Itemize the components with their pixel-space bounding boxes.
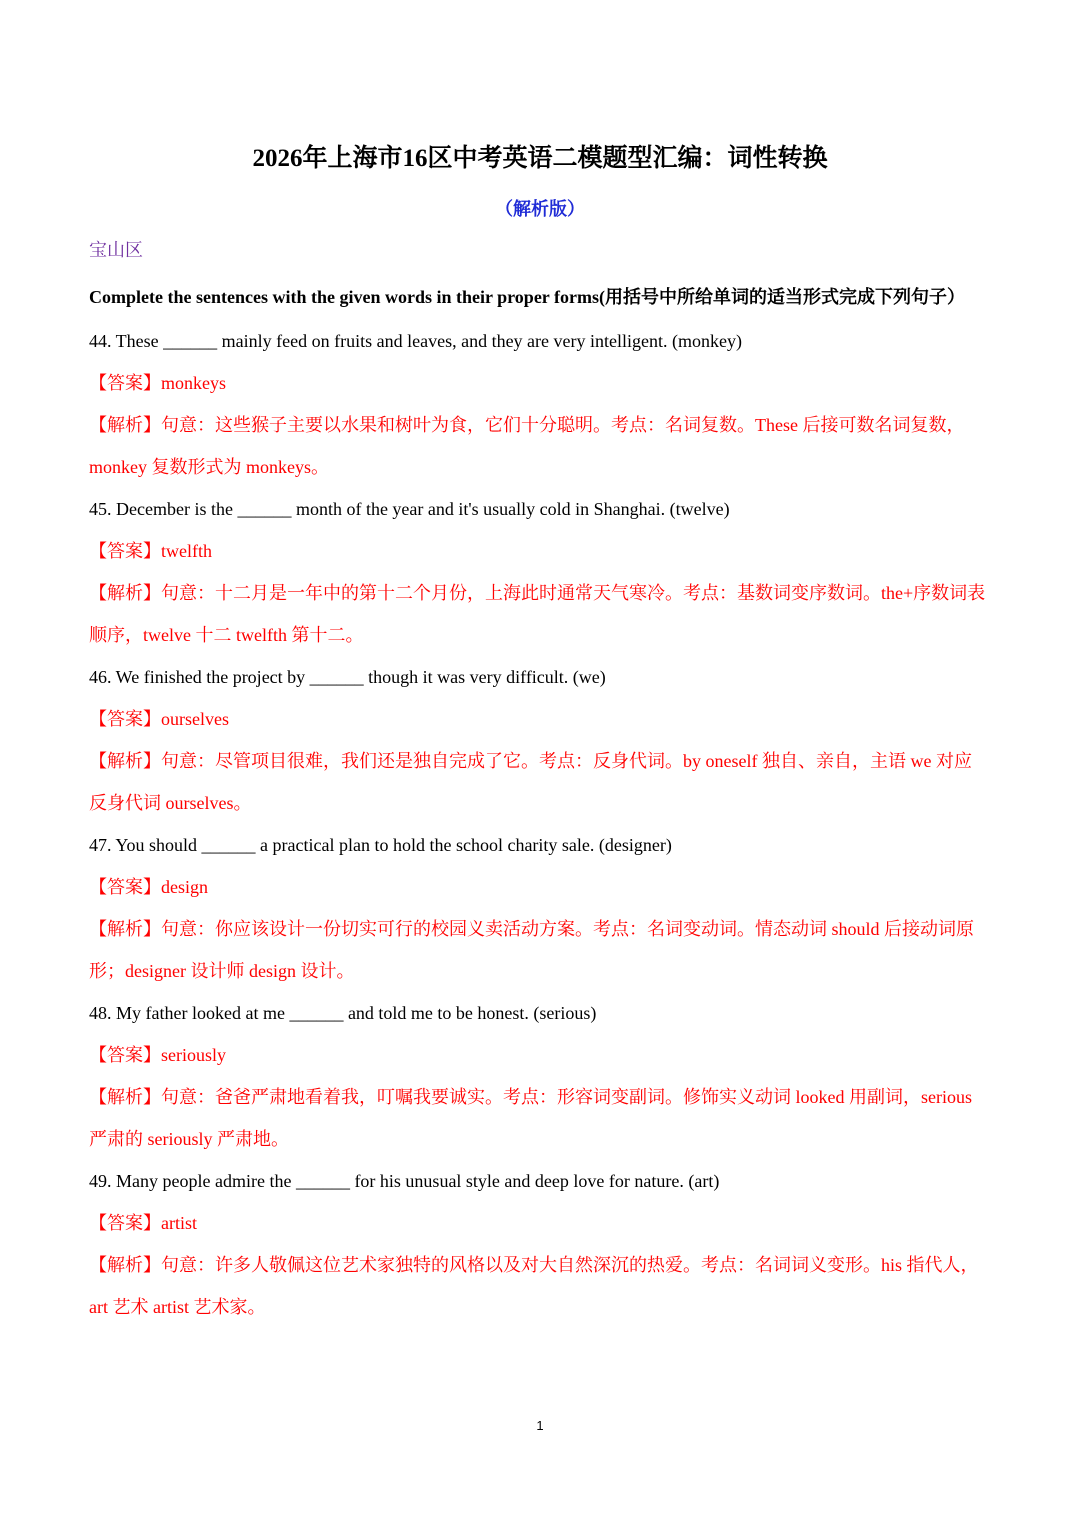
answer-text: 【答案】seriously xyxy=(89,1045,226,1065)
question-text: 48. My father looked at me ______ and told me to be honest. (serious) xyxy=(89,1003,597,1023)
analysis-text: 【解析】句意：这些猴子主要以水果和树叶为食，它们十分聪明。考点：名词复数。These 后接可数名词复数，monkey 复数形式为 monkeys。 xyxy=(89,415,965,477)
analysis-text: 【解析】句意：爸爸严肃地看着我，叮嘱我要诚实。考点：形容词变副词。修饰实义动词 looked 用副词，serious 严肃的 seriously 严肃地。 xyxy=(89,1087,972,1149)
page-subtitle: （解析版） xyxy=(495,199,585,219)
page-title: 2026年上海市16区中考英语二模题型汇编：词性转换 xyxy=(252,145,828,172)
answer-text: 【答案】ourselves xyxy=(89,709,229,729)
district-heading: 宝山区 xyxy=(89,240,143,260)
question-text: 44. These ______ mainly feed on fruits and leaves, and they are very intelligent. (monkey) xyxy=(89,331,742,351)
question-text: 46. We finished the project by ______ though it was very difficult. (we) xyxy=(89,667,606,687)
analysis-text: 【解析】句意：十二月是一年中的第十二个月份，上海此时通常天气寒冷。考点：基数词变序数词。the+序数词表顺序，twelve 十二 twelfth 第十二。 xyxy=(89,583,986,645)
page-number: 1 xyxy=(536,1418,544,1433)
analysis-text: 【解析】句意：尽管项目很难，我们还是独自完成了它。考点：反身代词。by oneself 独自、亲自，主语 we 对应反身代词 ourselves。 xyxy=(89,751,972,813)
content-body xyxy=(89,234,989,1328)
question-text: 45. December is the ______ month of the year and it's usually cold in Shanghai. (twelve) xyxy=(89,499,730,519)
question-block-44 xyxy=(89,320,989,488)
analysis-text: 【解析】句意：你应该设计一份切实可行的校园义卖活动方案。考点：名词变动词。情态动词 should 后接动词原形；designer 设计师 design 设计。 xyxy=(89,919,975,981)
answer-text: 【答案】monkeys xyxy=(89,373,226,393)
answer-text: 【答案】artist xyxy=(89,1213,197,1233)
answer-text: 【答案】twelfth xyxy=(89,541,212,561)
answer-text: 【答案】design xyxy=(89,877,208,897)
question-text: 47. You should ______ a practical plan to hold the school charity sale. (designer) xyxy=(89,835,672,855)
section-instructions: Complete the sentences with the given words in their proper forms(用括号中所给单词的适当形式完成下列句子） xyxy=(89,287,965,307)
question-block-49 xyxy=(89,1160,989,1328)
question-block-47 xyxy=(89,824,989,992)
question-block-45 xyxy=(89,488,989,656)
question-block-48 xyxy=(89,992,989,1160)
question-text: 49. Many people admire the ______ for his unusual style and deep love for nature. (art) xyxy=(89,1171,720,1191)
question-block-46 xyxy=(89,656,989,824)
analysis-text: 【解析】句意：许多人敬佩这位艺术家独特的风格以及对大自然深沉的热爱。考点：名词词义变形。his 指代人，art 艺术 artist 艺术家。 xyxy=(89,1255,979,1317)
